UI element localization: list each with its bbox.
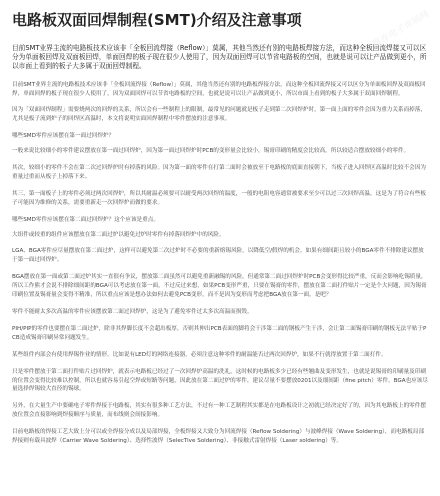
paragraph-drop-risk: 其次，较细小的零件不会在第二次过回焊炉时有掉落的风险。因为第一面的零件在打第二面时会被放至于电路板的底面直接朝下，当板子进入回焊区高温时比较不会因为重量过重而从板子上掉落下来。 xyxy=(12,165,426,180)
intro-paragraph: 目前SMT业界主流的电路板技术应该非「全板回流焊接（Reflow）」莫属，其他当然还有别的电路板焊接方法，而这种全板回流焊接又可以区分为单面板回焊及双面板回焊，单面回焊的板子现在很少人使用了，因为双面回焊可以节省电路板的空间，也就是说可以让产品做到更小，所以市面上看到的板子大多属于双面回焊制程。 xyxy=(12,44,427,71)
paragraph-heavy-parts: 大组件或较重的组件应该摆放在第二面过炉以避免过炉时零件有掉落回焊炉中的风险。 xyxy=(12,231,225,238)
question-first-side: 哪些SMD零件应该摆在第一面过回焊炉？ xyxy=(12,133,115,140)
paragraph-lga-bga: LGA、BGA零件应尽量摆放在第二面过炉，这样可以避免第二次过炉时不必要的重新熔锡风险，以降低空/假焊的机会。如果有细间距且较小的BGA零件不排除建议摆放于第一面过回焊炉。 xyxy=(12,248,424,264)
question-second-side: 哪些SMD零件应该摆在第二面过回焊炉？这个应该是重点。 xyxy=(12,216,159,223)
article-title: 电路板双面回焊制程(SMT)介绍及注意事项 xyxy=(12,11,302,29)
paragraph-pih-pip: PIH/PIP的零件也要摆在第二面过炉，除非其焊脚长度不会超出板厚，否则其伸出PCB表面的脚将会干涉第二面的钢板产生干涉，会让第二面锡膏印刷的钢板无法平贴于PCB造成锡膏印刷异常问题发生。 xyxy=(12,325,427,341)
paragraph-soldering-methods: 目前电路板的焊接工艺大致上分可以或全焊接分成以及局部焊接，全板焊接又大致分为回流焊接（Reflow Soldering）与波峰焊接（Wave Soldering），而电路板局部焊接则有载具波焊（Carrier Wave Soldering）、选择性波焊（SelecTive Soldering）、非接触式雷射焊接（Laser soldering）等。 xyxy=(12,429,425,445)
paragraph-heat-sensitive: 零件不能耐太多次高温的零件应该摆放第二面过回焊炉，这是为了避免零件过太多次高温而损毁。 xyxy=(12,309,253,316)
paragraph-process-design: 另外，在大量生产中要确电子零件焊接于电路板，其实有很多种工艺方法，不过有一种工艺制程其实都是在电路板设计之初就已经决定好了的，因为其电路板上的零件摆放位置会直接影响到焊接顺序与质量，而布线则会间接影响。 xyxy=(12,403,426,419)
paragraph-warpage: 只是零件摆放于第二面打件贴片过回焊炉，就表示电路板已经过了一次回焊炉高温的洗礼，这时候的电路板多少已经有些翘曲及变形发生，也就是说锡膏的印刷量及印刷的位置会变得比较难以控制，所以也就容易引起空焊或短路等问题，因此放在第二面过炉的零件，建议尽量不要摆放0201以及细间距（fine pitch）零件，BGA也应该尽量选择焊锡较大直径的锡球。 xyxy=(12,368,428,393)
paragraph-internal-solder: 某些组件内部会有使用焊锡作业的情形，比如说有LED灯的网络连接器，必须注意这种零件的耐温能否过两次回焊炉，如果不行就得放置于第二面打件。 xyxy=(12,351,387,358)
paragraph-heat-tolerance: 其三，第一面板子上的零件必须过两次回焊炉，所以其耐温必须要可以耐受两次回焊的温度，一般的电阻电容通常被要求至少可以过三次回焊高温，这是为了符合有些板子可能因为维修的关系，需要重新走一次回焊炉而做的要求。 xyxy=(12,190,426,206)
paragraph-bga-debate: BGA摆放在第一面或第二面过炉其实一直很有争议，摆放第二面虽然可以避免重新融锡的风险，但通常第二面过回焊炉时PCB会变形得比较严重，反而会影响吃锡质量，所以工作熊才会说不排除细间距的BGA可以考虑放在第一面，不过反过来想，如果PCB变形严重，只要在锡膏的零件，摆放在第二面打件贴片一定是个大问题，因为锡膏印刷位置及锡膏量会变得不精准，所以重点应该是想办法如何去避免PCB变形，而不是因为变形而考虑把BGA放在第一面，是吧？ xyxy=(12,274,427,299)
paragraph-double-reflow: 因为「双面回焊制程」需要烧两次的回焊的关系，所以会有一些制程上的限制，最常见的问题就是板子走到第二次回焊炉时，第一面上面的零件会因为重力关系而掉落，尤其是板子流到炉子的回焊区高温时，本文将说明实面回焊制程中零件摆放的注意事项。 xyxy=(12,107,426,123)
paragraph-overview: 目前SMT业界主流的电路板技术应该非「全板回流焊接（Reflow）」莫属，其他当然还有别的电路板焊接方法，而这种全板回流焊接又可以区分为单面板回焊及双面板回焊，单面回焊的板子现在很少人使用了，因为双面回焊可以节省电路板的空间，也就是说可以让产品做到更小，所以市面上看到的板子大多属于双面回焊制程。 xyxy=(12,81,426,97)
paragraph-small-parts: 一般来说比较细小的零件建议摆放在第一面过回焊炉，因为第一面过回焊炉时PCB的变形量会比较小，锡膏印刷的精度会比较高，所以较适合摆放较细小的零件。 xyxy=(12,148,410,155)
watermark: 维库电子市场网 xyxy=(371,9,432,50)
